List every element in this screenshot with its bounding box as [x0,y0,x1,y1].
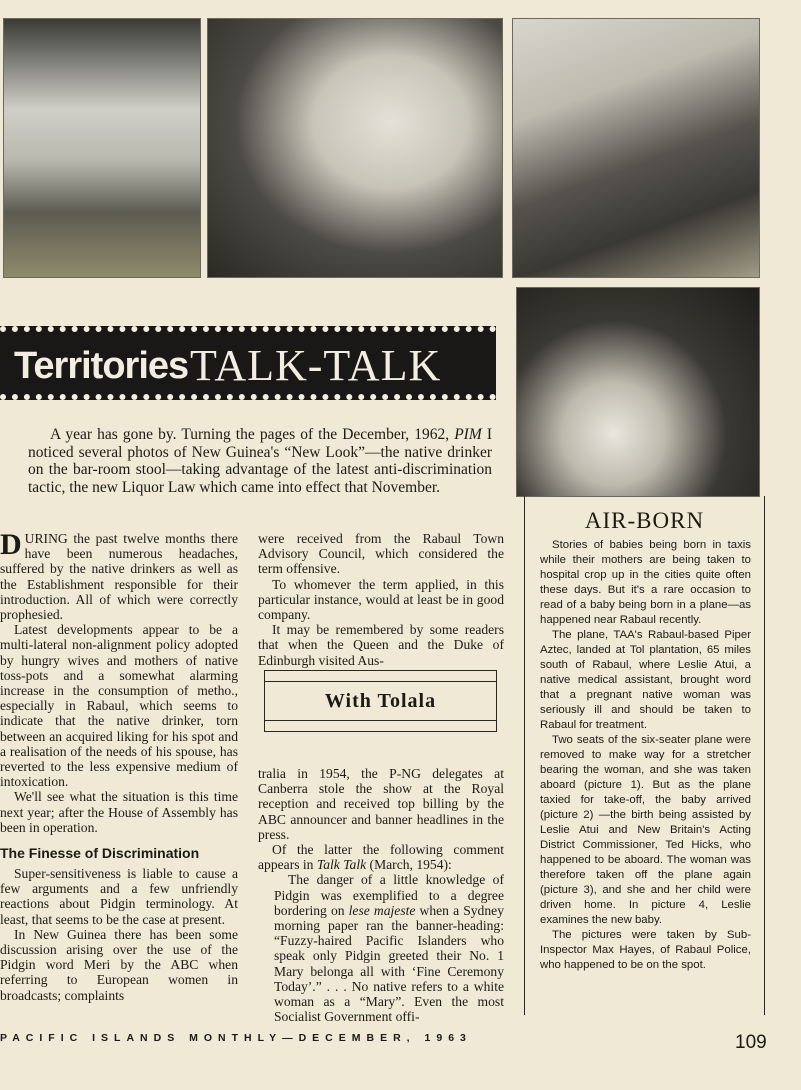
air-born-sidebar [524,496,765,1015]
sidebar-body [525,534,764,973]
intro-paragraph: A year has gone by. Turning the pages of the December, 1962, PIM I noticed several photos of New Guinea's “New Look”—the native drinker on the bar-room stool—taking advantage of the latest anti-discrimination tactic, the new Liquor Law which came into effect that November. [28,426,492,496]
page-number: 109 [735,1032,767,1053]
col2-quote: The danger of a little knowledge of Pidgin was exemplified to a degree bordering on lese majeste when a Sydney morning paper ran the banner-heading: “Fuzzy-haired Pacific Islanders who speak only Pidgin greeted their No. 1 Mary belonga all with ‘Fine Ceremony Today’.” . . . No native refers to a white woman as a “Mary”. Even the most Socialist Government offi- [274,872,504,1025]
col1-paragraph-2: Latest developments appear to be a multi-lateral non-alignment policy adopted by hungry wives and mothers of native toss-pots and a somewhat alarming increase in the consumption of metho., especially in Rabaul, which seems to indicate that the native drinker, torn between an acquired liking for his spot and a realisation of the needs of his spouse, has reverted to the less expensive medium of intoxication. [0,622,238,790]
banner-word-talk-talk: TALK-TALK [190,341,442,390]
article-column-1 [0,528,238,1003]
sidebar-title: AIR-BORN [584,508,705,533]
photo-plane-stretcher [3,18,201,278]
photo-medical-assistant-baby [516,287,760,497]
sidebar-paragraph-4: The pictures were taken by Sub-Inspector Max Hayes, of Rabaul Police, who happened to be on the spot. [540,929,751,971]
col2-paragraph-2: To whomever the term applied, in this particular instance, would at least be in good company. [258,576,504,623]
sidebar-paragraph-2: The plane, TAA's Rabaul-based Piper Aztec, landed at Tol plantation, 65 miles south of Rabaul, where Leslie Atui, a native medical assistant, brought word that a pregnant native woman was seriously ill and should be taken to Rabaul for treatment. [540,629,751,731]
col2-paragraph-4: tralia in 1954, the P-NG delegates at Canberra stole the show at the Royal reception and received top billing by the ABC announcer and banner headlines in the press. [258,766,504,842]
col2-paragraph-3: It may be remembered by some readers that when the Queen and the Duke of Edinburgh visited Aus- [258,622,504,668]
with-tolala-box [264,670,497,732]
subhead-finesse: The Finesse of Discrimination [0,845,200,862]
article-column-2-bottom [258,766,504,1024]
col2-paragraph-1: were received from the Rabaul Town Advisory Council, which considered the term offensive. [258,531,504,577]
sidebar-paragraph-1: Stories of babies being born in taxis while their mothers are being taken to hospital crop up in the cities quite often these days. But it's a rare occasion to read of a baby being born in a plane—as happened near Rabaul recently. [540,539,751,626]
col1-paragraph-4: Super-sensitiveness is liable to cause a few arguments and a few unfriendly reactions about Pidgin terminology. At least, that seems to be the case at present. [0,866,238,927]
dropcap: D [0,528,22,561]
col1-paragraph-5: In New Guinea there has been some discussion arising over the use of the Pidgin word Meri by the ABC when referring to European women in broadcasts; complaints [0,926,238,1003]
article-column-2-top [258,531,504,668]
page-footer: PACIFIC ISLANDS MONTHLY—DECEMBER, 1963 [0,1032,472,1044]
col2-paragraph-5: Of the latter the following comment appears in Talk Talk (March, 1954): [258,842,504,873]
sidebar-paragraph-3: Two seats of the six-seater plane were removed to make way for a stretcher bearing the woman, and she was taken aboard (picture 1). But as the plane taxied for take-off, the baby arrived (picture 2) —the birth being assisted by Leslie Atui and New Britain's Acting District Commissioner, Ted Hicks, who happened to be aboard. The woman was therefore taken off the plane again (picture 3), and she and her child were driven home. In picture 4, Leslie examines the new baby. [540,734,751,926]
photo-woman-taken-off-plane [512,18,760,278]
photo-newborn-baby [207,18,503,278]
banner-word-territories: Territories [14,345,189,387]
with-tolala-title: With Tolala [324,690,437,712]
col1-paragraph-3: We'll see what the situation is this time next year; after the House of Assembly has been in operation. [0,789,238,835]
section-banner [0,326,496,400]
col1-paragraph-1: URING the past twelve months there have been numerous headaches, suffered by the native drinkers as well as the Establishment responsible for their introduction. All of which were correctly prophesied. [0,531,238,623]
